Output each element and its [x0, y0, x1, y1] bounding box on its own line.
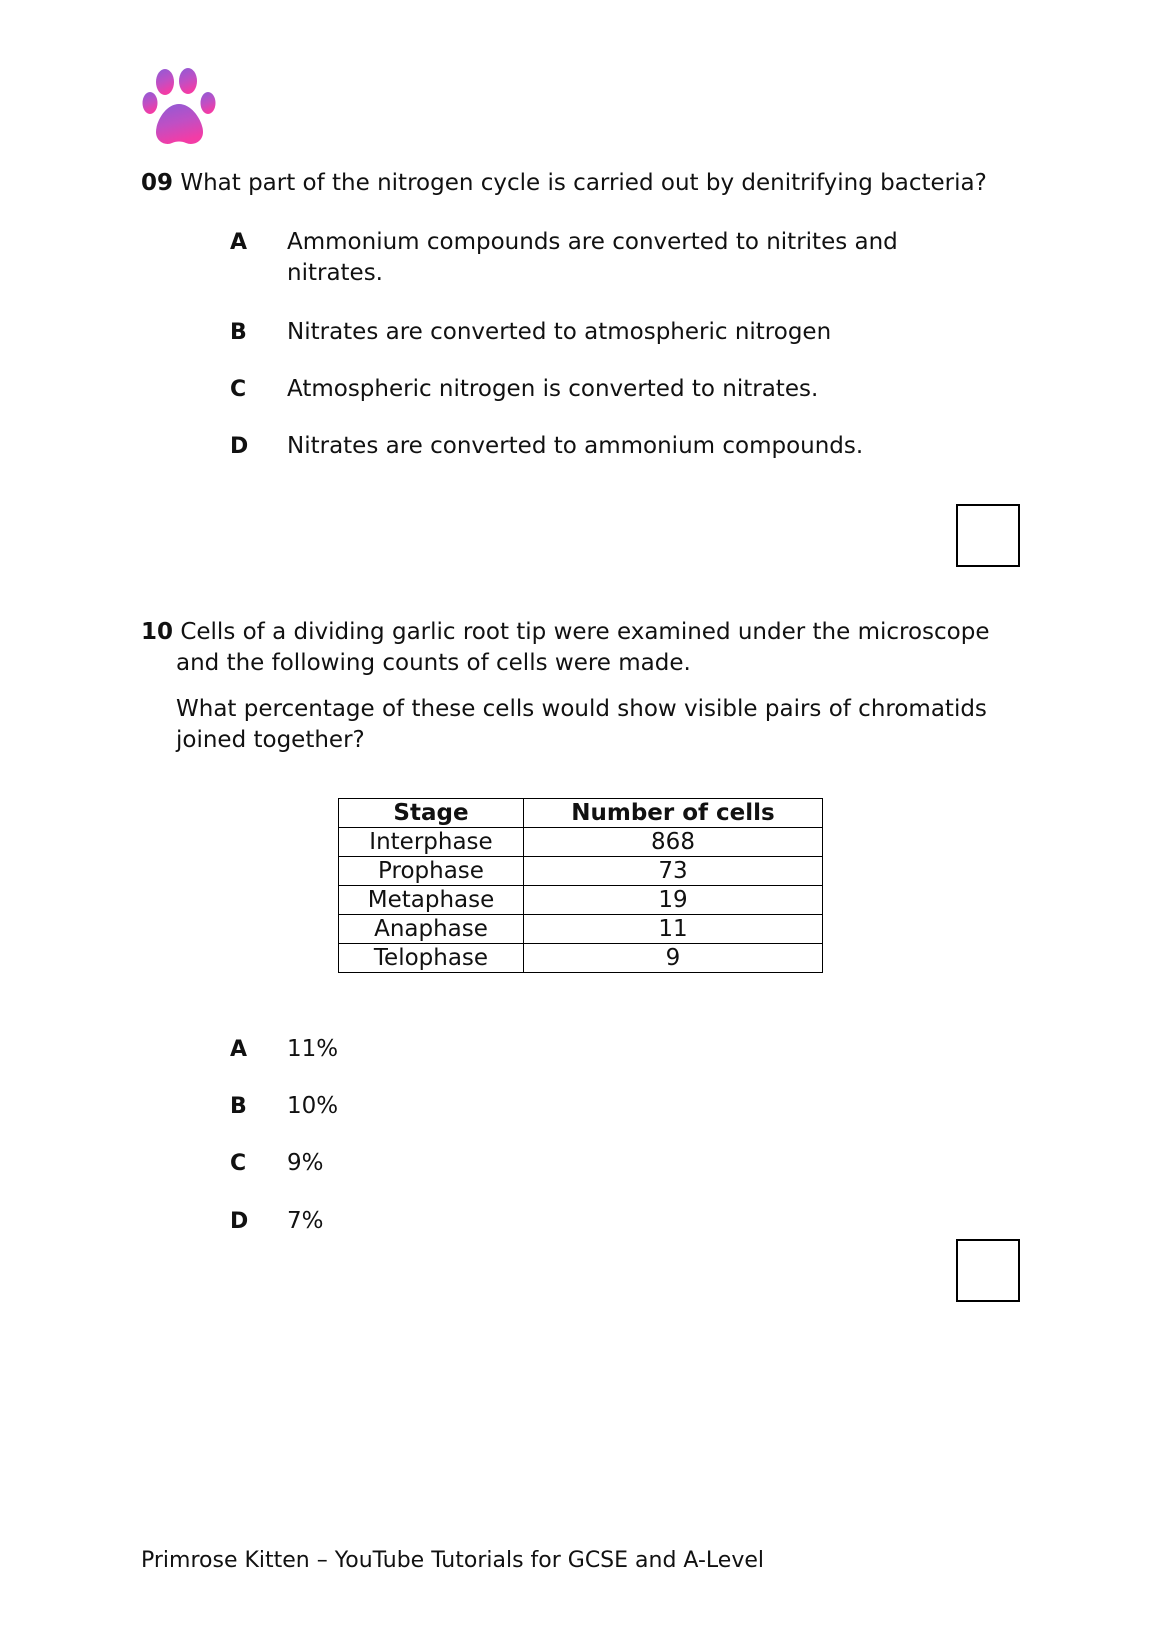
question-09-stem: [141, 168, 987, 199]
q9-option-a-text-line2: nitrates.: [287, 260, 383, 286]
question-10-prompt-line1: What percentage of these cells would show visible pairs of chromatids: [176, 696, 987, 722]
q9-option-a-text-line1: Ammonium compounds are converted to nitrites and: [287, 229, 898, 255]
question-10-stem-line1: [141, 617, 990, 648]
paw-print-logo-icon: [142, 66, 218, 148]
table-row: [339, 828, 823, 857]
q9-option-d-letter: D: [230, 434, 249, 459]
table-row: [339, 915, 823, 944]
table-cell-count: 19: [524, 886, 823, 915]
q10-option-b-text: 10%: [287, 1093, 339, 1119]
q10-answer-box[interactable]: [956, 1239, 1020, 1302]
q10-option-b-letter: B: [230, 1094, 247, 1119]
table-cell-stage: Anaphase: [339, 915, 524, 944]
q10-option-a-text: 11%: [287, 1036, 339, 1062]
question-10-stem-line2: and the following counts of cells were made.: [176, 650, 691, 676]
table-cell-stage: Telophase: [339, 944, 524, 973]
page-footer: Primrose Kitten – YouTube Tutorials for GCSE and A-Level: [141, 1548, 764, 1573]
q9-answer-box[interactable]: [956, 504, 1020, 567]
q10-option-c-letter: C: [230, 1151, 247, 1176]
q9-option-d-text: Nitrates are converted to ammonium compounds.: [287, 433, 864, 459]
question-text: Cells of a dividing garlic root tip were examined under the microscope: [180, 619, 990, 645]
table-header-stage: Stage: [339, 799, 524, 828]
table-row: [339, 857, 823, 886]
q10-option-c-text: 9%: [287, 1150, 324, 1176]
table-cell-stage: Prophase: [339, 857, 524, 886]
question-number: 10: [141, 619, 174, 645]
q9-option-a-letter: A: [230, 230, 248, 255]
table-cell-stage: Interphase: [339, 828, 524, 857]
table-header-number: Number of cells: [524, 799, 823, 828]
question-number: 09: [141, 170, 174, 196]
table-cell-count: 9: [524, 944, 823, 973]
q10-option-a-letter: A: [230, 1037, 248, 1062]
q10-option-d-text: 7%: [287, 1208, 324, 1234]
table-header-row: [339, 799, 823, 828]
table-cell-count: 868: [524, 828, 823, 857]
q9-option-b-text: Nitrates are converted to atmospheric nitrogen: [287, 319, 832, 345]
table-cell-count: 11: [524, 915, 823, 944]
table-row: [339, 944, 823, 973]
q9-option-b-letter: B: [230, 320, 247, 345]
q9-option-c-letter: C: [230, 377, 247, 402]
q10-option-d-letter: D: [230, 1209, 249, 1234]
table-row: [339, 886, 823, 915]
question-text: What part of the nitrogen cycle is carried out by denitrifying bacteria?: [180, 170, 987, 196]
question-10-prompt-line2: joined together?: [176, 727, 365, 753]
cell-count-table: [338, 798, 823, 973]
q9-option-c-text: Atmospheric nitrogen is converted to nitrates.: [287, 376, 819, 402]
table-cell-stage: Metaphase: [339, 886, 524, 915]
table-cell-count: 73: [524, 857, 823, 886]
